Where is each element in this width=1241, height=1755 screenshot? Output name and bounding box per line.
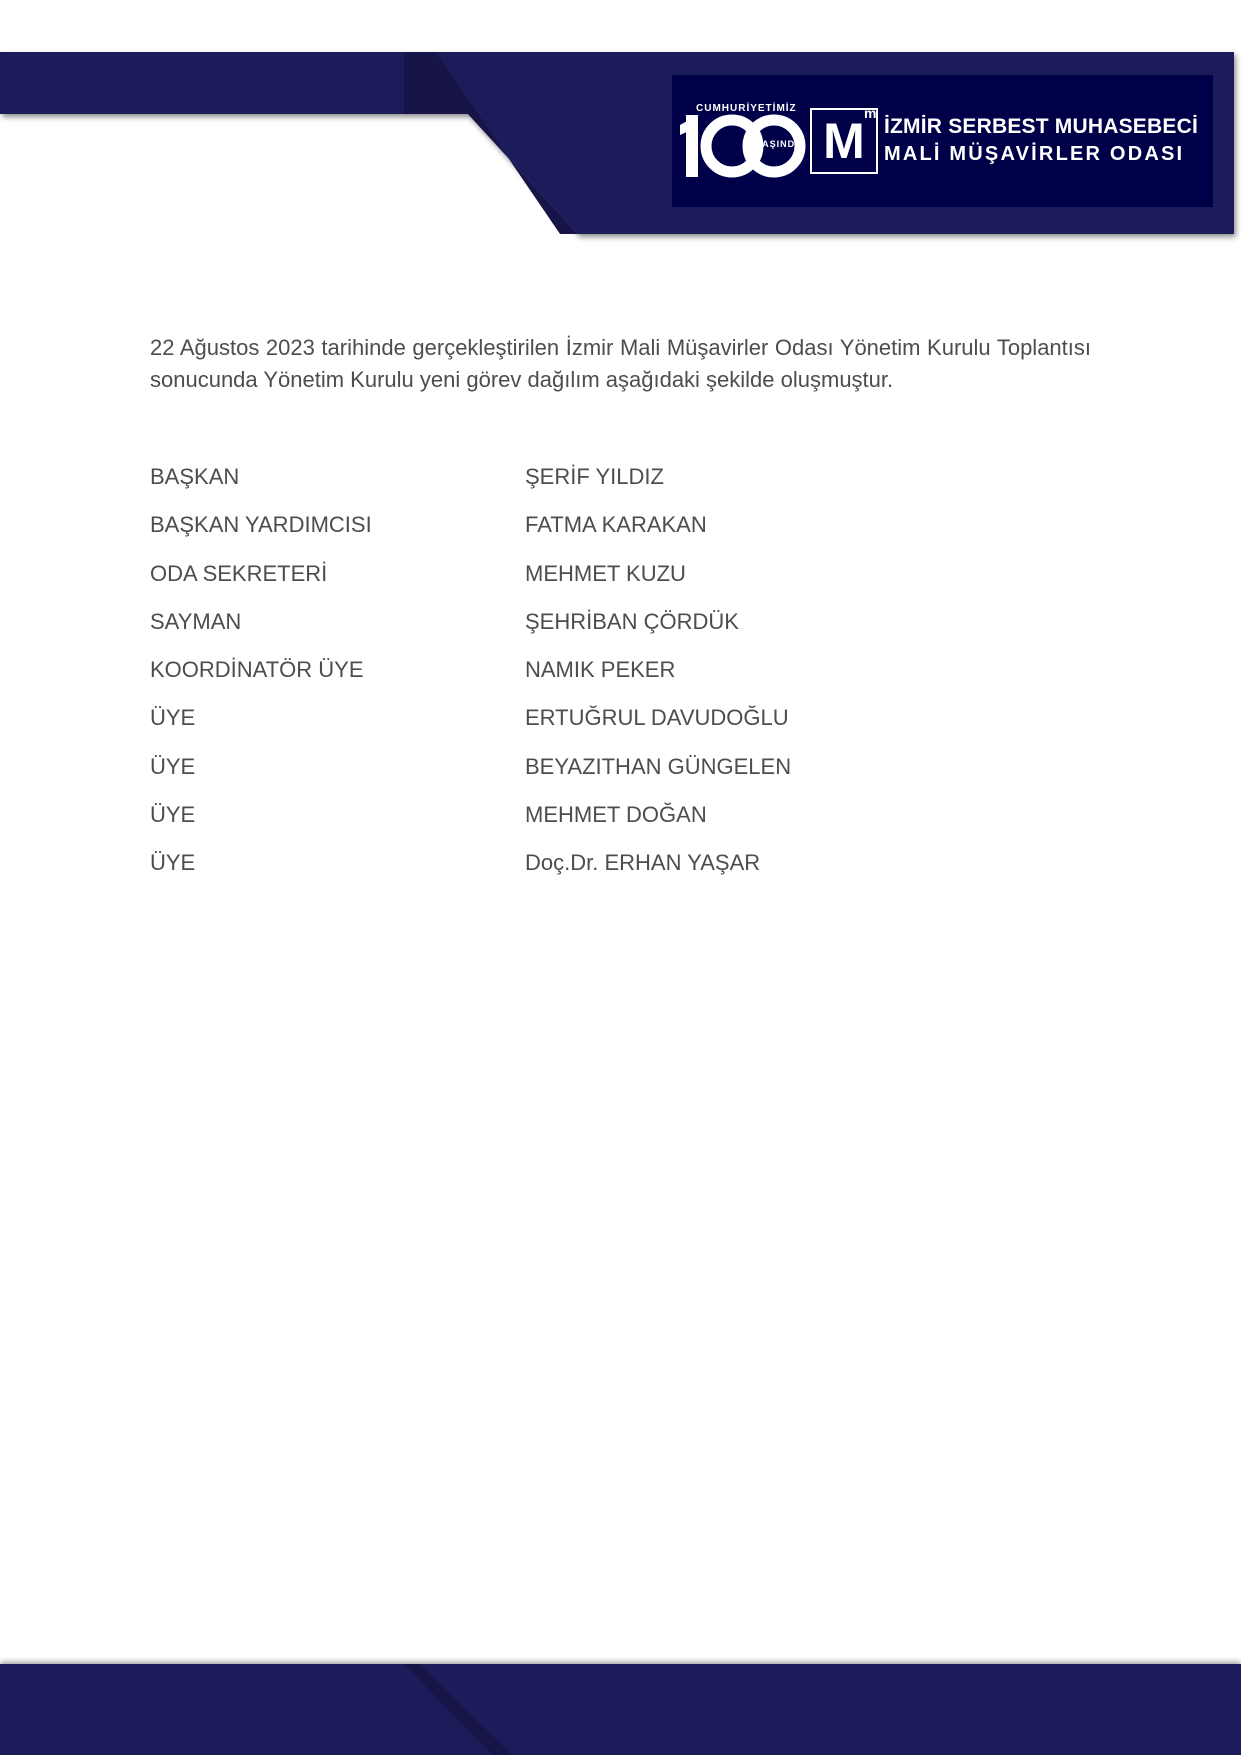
roster-role: KOORDİNATÖR ÜYE [150, 657, 364, 683]
roster-role: SAYMAN [150, 608, 242, 634]
roster-row [150, 561, 1091, 609]
logo-m-mark: M [810, 108, 878, 174]
chamber-logo [672, 75, 1213, 207]
logo-name-line2: MALİ MÜŞAVİRLER ODASI [884, 143, 1185, 165]
roster-row [150, 512, 1091, 560]
board-roster [150, 464, 1091, 899]
footer-band-shape [0, 1664, 1241, 1755]
logo-tagline-mid: YAŞINDA [756, 139, 803, 149]
roster-name: FATMA KARAKAN [525, 512, 707, 538]
footer-band [0, 1650, 1241, 1755]
roster-role: BAŞKAN [150, 464, 240, 489]
roster-name: MEHMET KUZU [525, 560, 686, 586]
roster-row [150, 464, 1091, 512]
roster-name: ERTUĞRUL DAVUDOĞLU [525, 705, 789, 731]
logo-name-line1: İZMİR SERBEST MUHASEBECİ [884, 115, 1198, 138]
roster-row [150, 657, 1091, 705]
logo-m-superscript: m [864, 105, 877, 121]
roster-role: BAŞKAN YARDIMCISI [150, 512, 372, 538]
roster-name: ŞERİF YILDIZ [525, 464, 664, 489]
roster-row [150, 754, 1091, 802]
roster-name: ŞEHRİBAN ÇÖRDÜK [525, 608, 739, 634]
roster-row [150, 609, 1091, 657]
roster-role: ÜYE [150, 753, 196, 779]
roster-row [150, 705, 1091, 753]
roster-role: ODA SEKRETERİ [150, 560, 328, 586]
roster-name: Doç.Dr. ERHAN YAŞAR [525, 850, 761, 876]
roster-row [150, 850, 1091, 898]
logo-tagline-top: CUMHURİYETİMİZ [696, 103, 797, 114]
roster-row [150, 802, 1091, 850]
roster-name: BEYAZITHAN GÜNGELEN [525, 753, 792, 779]
roster-name: NAMIK PEKER [525, 657, 676, 683]
roster-role: ÜYE [150, 705, 196, 731]
roster-name: MEHMET DOĞAN [525, 802, 707, 828]
roster-role: ÜYE [150, 850, 196, 876]
roster-role: ÜYE [150, 802, 196, 828]
intro-paragraph: 22 Ağustos 2023 tarihinde gerçekleştirilen İzmir Mali Müşavirler Odası Yönetim Kurulu Toplantısı sonucunda Yönetim Kurulu yeni görev dağılım aşağıdaki şekilde oluşmuştur. [150, 335, 1091, 392]
